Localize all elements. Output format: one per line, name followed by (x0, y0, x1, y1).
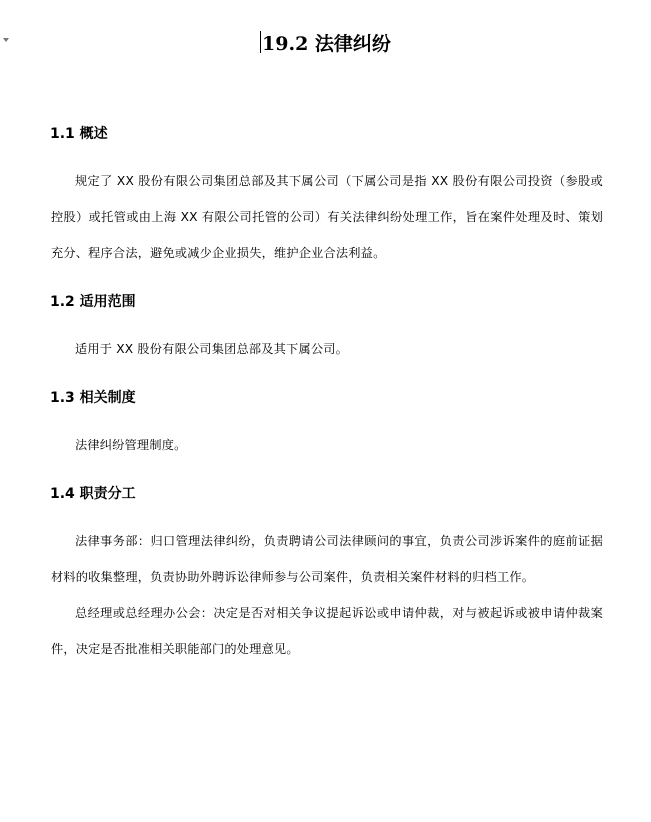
scope-paragraph: 适用于 XX 股份有限公司集团总部及其下属公司。 (75, 342, 348, 356)
text-cursor (260, 31, 261, 53)
section-heading-related-rules: 1.3 相关制度 (50, 390, 136, 406)
section-heading-scope: 1.2 适用范围 (50, 294, 136, 310)
section-heading-overview: 1.1 概述 (50, 126, 108, 142)
overview-paragraph: 规定了 XX 股份有限公司集团总部及其下属公司（下属公司是指 XX 股份有限公司投资（参股或控股）或托管或由上海 XX 有限公司托管的公司）有关法律纠纷处理工作，旨在案件处理及时、策划充分、程序合法，避免或减少企业损失，维护企业合法利益。 (51, 174, 603, 260)
general-manager-paragraph: 总经理或总经理办公会：决定是否对相关争议提起诉讼或申请仲裁，对与被起诉或被申请仲裁案件，决定是否批准相关职能部门的处理意见。 (51, 606, 603, 656)
document-title-text: 19.2 法律纠纷 (262, 33, 391, 55)
related-rules-paragraph: 法律纠纷管理制度。 (75, 438, 187, 452)
legal-dept-paragraph: 法律事务部：归口管理法律纠纷，负责聘请公司法律顾问的事宜，负责公司涉诉案件的庭前证据材料的收集整理，负责协助外聘诉讼律师参与公司案件，负责相关案件材料的归档工作。 (51, 534, 603, 584)
document-title (0, 30, 651, 58)
section-heading-responsibilities: 1.4 职责分工 (50, 486, 136, 502)
